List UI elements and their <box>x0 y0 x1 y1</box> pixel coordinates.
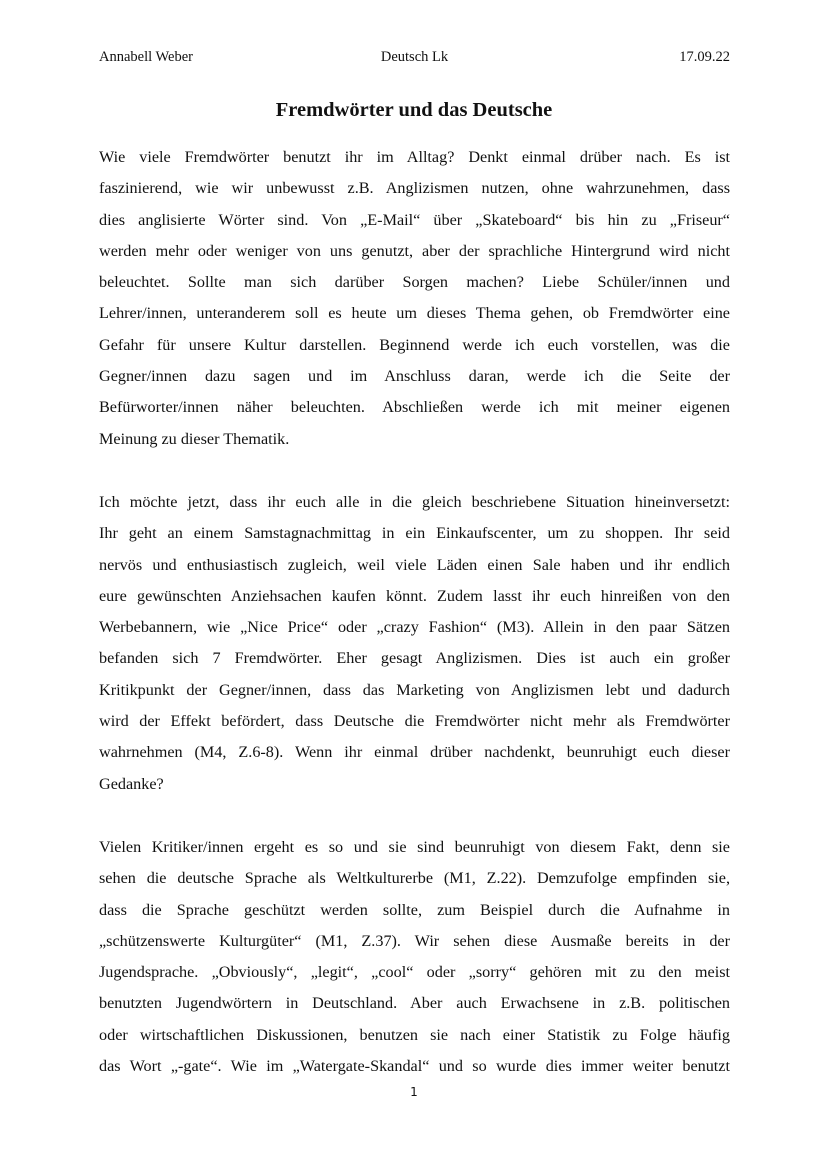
text-line: dies anglisierte Wörter sind. Von „E-Mail“ über „Skateboard“ bis hin zu „Friseur“ <box>99 210 730 229</box>
text-line: Befürworter/innen näher beleuchten. Abschließen werde ich mit meiner eigenen <box>99 398 730 417</box>
text-line: wird der Effekt befördert, dass Deutsche die Fremdwörter nicht mehr als Fremdwörter <box>99 712 730 731</box>
text-line: sehen die deutsche Sprache als Weltkulturerbe (M1, Z.22). Demzufolge empfinden sie, <box>99 869 730 888</box>
text-line: eure gewünschten Anziehsachen kaufen könnt. Zudem lasst ihr euch hinreißen von den <box>99 586 730 605</box>
text-line: Gefahr für unsere Kultur darstellen. Beginnend werde ich euch vorstellen, was die <box>99 335 730 354</box>
text-line: Wie viele Fremdwörter benutzt ihr im Alltag? Denkt einmal drüber nach. Es ist <box>99 148 730 166</box>
text-line: Gegner/innen dazu sagen und im Anschluss daran, werde ich die Seite der <box>99 367 730 386</box>
text-line: wahrnehmen (M4, Z.6-8). Wenn ihr einmal drüber nachdenkt, beunruhigt euch dieser <box>99 743 730 762</box>
text-line: Meinung zu dieser Thematik. <box>99 429 290 448</box>
text-line: Kritikpunkt der Gegner/innen, dass das Marketing von Anglizismen lebt und dadurch <box>99 680 730 699</box>
text-line: Jugendsprache. „Obviously“, „legit“, „cool“ oder „sorry“ gehören mit zu den meist <box>99 963 730 982</box>
text-line: „schützenswerte Kulturgüter“ (M1, Z.37). Wir sehen diese Ausmaße bereits in der <box>99 931 730 950</box>
text-line: befanden sich 7 Fremdwörter. Eher gesagt Anglizismen. Dies ist auch ein großer <box>99 649 730 668</box>
text-line: Lehrer/innen, unteranderem soll es heute um dieses Thema gehen, ob Fremdwörter eine <box>99 304 730 323</box>
course-name: Deutsch Lk <box>380 49 449 65</box>
text-line: dass die Sprache geschützt werden sollte, zum Beispiel durch die Aufnahme in <box>99 900 730 919</box>
document-title: Fremdwörter und das Deutsche <box>275 99 553 121</box>
text-line: oder wirtschaftlichen Diskussionen, benutzen sie nach einer Statistik zu Folge häufig <box>99 1025 730 1044</box>
text-line: werden mehr oder weniger von uns genutzt, aber der sprachliche Hintergrund wird nicht <box>99 241 730 260</box>
text-line: Ich möchte jetzt, dass ihr euch alle in die gleich beschriebene Situation hineinversetzt: <box>99 493 730 511</box>
text-line: Ihr geht an einem Samstagnachmittag in ein Einkaufscenter, um zu shoppen. Ihr seid <box>99 524 730 543</box>
paragraph-introduction <box>99 142 730 455</box>
paragraph-shopping-scenario <box>99 487 730 800</box>
author-name: Annabell Weber <box>99 49 193 65</box>
page-number: 1 <box>410 1085 418 1099</box>
text-line: faszinierend, wie wir unbewusst z.B. Anglizismen nutzen, ohne wahrzunehmen, dass <box>99 179 730 198</box>
text-line: benutzten Jugendwörtern in Deutschland. Aber auch Erwachsene in z.B. politischen <box>99 994 730 1013</box>
text-line: Vielen Kritiker/innen ergeht es so und sie sind beunruhigt von diesem Fakt, denn sie <box>99 838 730 856</box>
text-line: beleuchtet. Sollte man sich darüber Sorgen machen? Liebe Schüler/innen und <box>99 273 730 292</box>
text-line: das Wort „-gate“. Wie im „Watergate-Skandal“ und so wurde dies immer weiter benutzt <box>99 1057 730 1076</box>
text-line: Gedanke? <box>99 774 164 793</box>
text-line: Werbebannern, wie „Nice Price“ oder „crazy Fashion“ (M3). Allein in den paar Sätzen <box>99 618 730 637</box>
document-date: 17.09.22 <box>679 49 730 65</box>
text-line: nervös und enthusiastisch zugleich, weil viele Läden einen Sale haben und ihr endlich <box>99 555 730 574</box>
paragraph-critics <box>99 832 730 1082</box>
page-header <box>99 49 730 69</box>
